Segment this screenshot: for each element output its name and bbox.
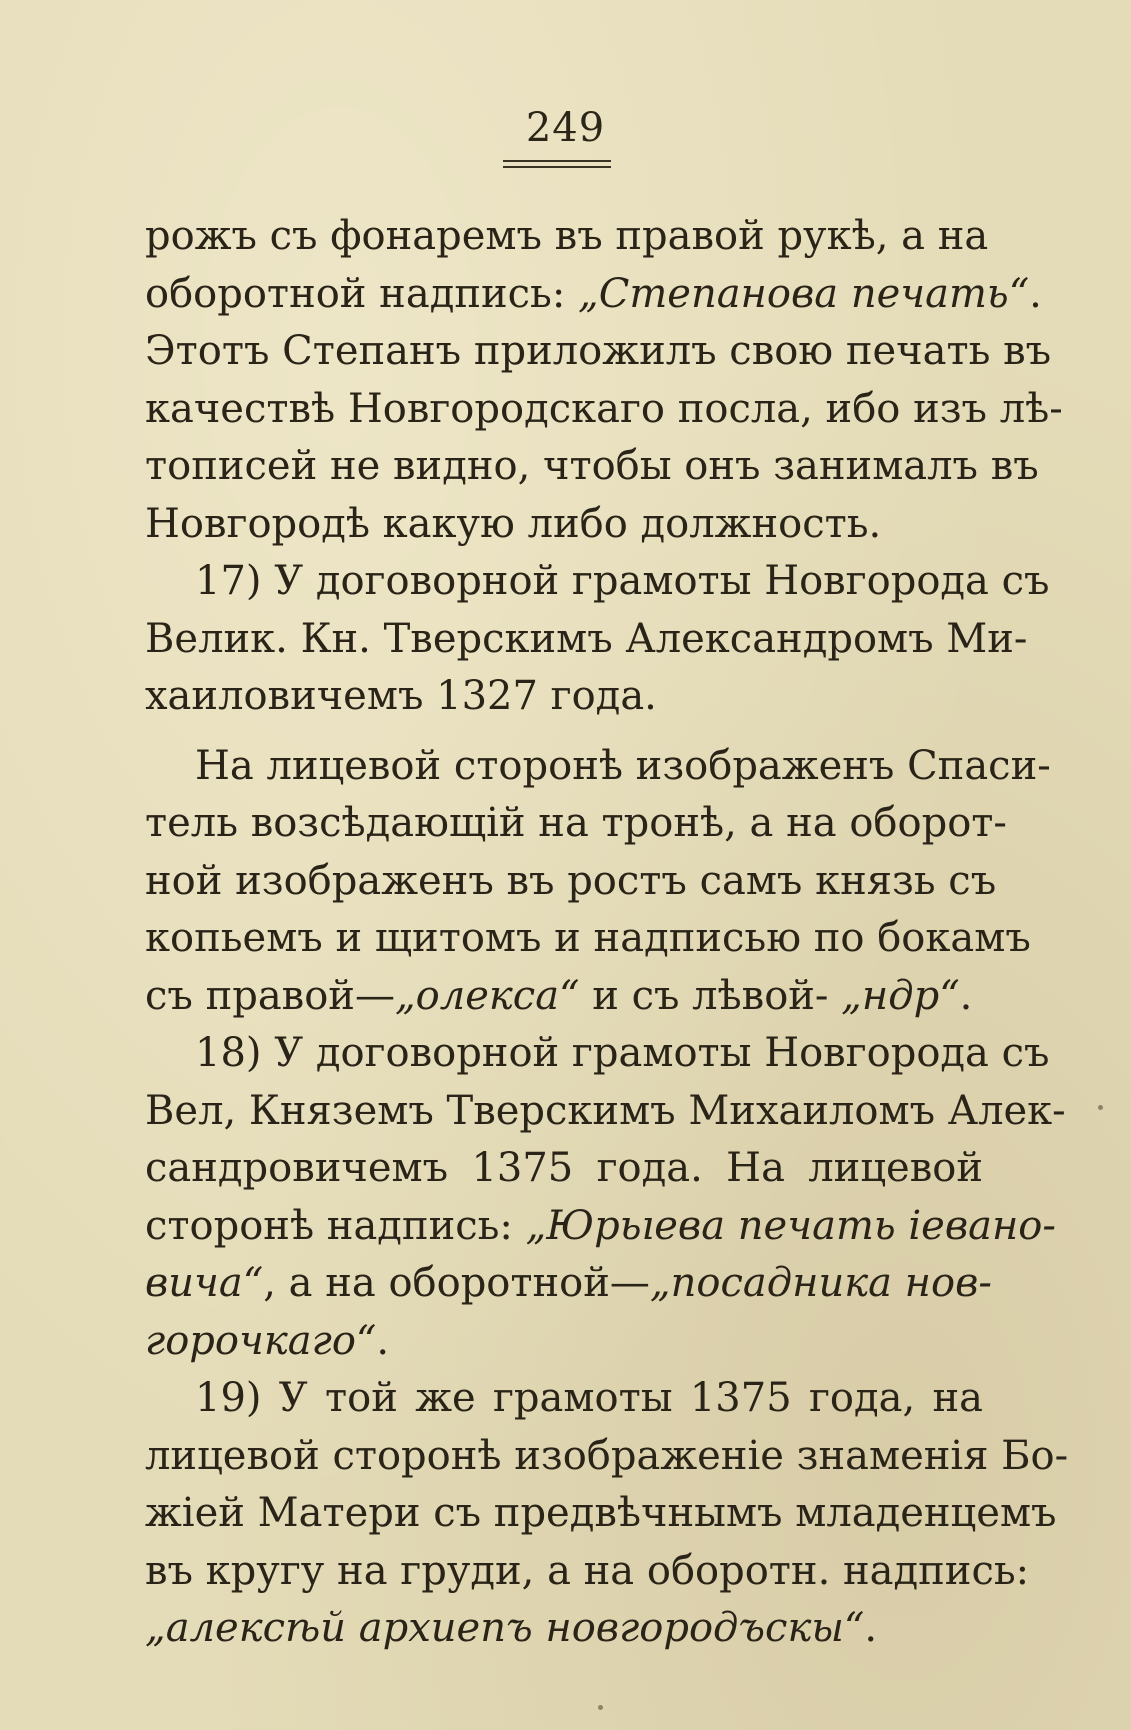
text-run: . bbox=[864, 1605, 878, 1651]
text-run: . bbox=[1029, 270, 1042, 317]
text-line bbox=[145, 1313, 983, 1371]
text-run: и съ лѣвой- bbox=[579, 972, 842, 1019]
text-line bbox=[145, 438, 1039, 496]
text-run: „олекса“ bbox=[394, 972, 580, 1019]
text-run: 18) У договорной грамоты Новгорода съ bbox=[195, 1030, 1050, 1076]
text-run: Новгородѣ какую либо должность. bbox=[145, 500, 882, 547]
text-run: вича“ bbox=[145, 1260, 264, 1306]
text-line bbox=[145, 266, 1042, 324]
page-number: 249 bbox=[525, 105, 606, 151]
text-line bbox=[145, 1428, 1069, 1486]
text-line bbox=[145, 1485, 1057, 1543]
text-line bbox=[145, 1600, 983, 1658]
text-run: 17) У договорной грамоты Новгорода съ bbox=[195, 558, 1050, 604]
text-line bbox=[145, 323, 1052, 381]
text-line bbox=[145, 1198, 1056, 1256]
text-run: „посадника нов- bbox=[649, 1260, 992, 1306]
text-run: сторонѣ надпись: bbox=[145, 1202, 526, 1249]
text-run: Велик. Кн. Тверскимъ Александромъ Ми- bbox=[145, 615, 1028, 662]
text-run: . bbox=[959, 972, 973, 1019]
text-line bbox=[145, 795, 1007, 853]
text-run: Вел, Княземъ Тверскимъ Михаиломъ Алек- bbox=[145, 1087, 1066, 1134]
text-run: копьемъ и щитомъ и надписью по бокамъ bbox=[145, 915, 1031, 961]
text-run: лицевой сторонѣ изображеніе знаменія Бо- bbox=[145, 1432, 1069, 1479]
text-line bbox=[145, 1140, 983, 1198]
text-run: На лицевой сторонѣ изображенъ Спаси- bbox=[195, 742, 1051, 789]
text-line bbox=[145, 1543, 1030, 1601]
header-rule-bottom bbox=[503, 166, 611, 168]
text-line bbox=[145, 1370, 983, 1428]
text-run: тель возсѣдающій на тронѣ, а на оборот- bbox=[145, 800, 1007, 846]
text-run: въ кругу на груди, а на оборотн. надпись: bbox=[145, 1547, 1030, 1594]
text-run: . bbox=[376, 1317, 390, 1364]
text-run: „ндр“ bbox=[841, 972, 960, 1019]
text-line bbox=[145, 1025, 1050, 1083]
text-run: горочкаго“ bbox=[145, 1317, 377, 1364]
text-run: рожъ съ фонаремъ въ правой рукѣ, а на bbox=[145, 213, 989, 259]
text-run: , а на оборотной— bbox=[263, 1260, 650, 1306]
text-line bbox=[145, 611, 1028, 669]
text-run: сандровичемъ 1375 года. На лицевой bbox=[145, 1145, 983, 1191]
body-text bbox=[145, 208, 1069, 1658]
text-line bbox=[145, 968, 983, 1026]
text-line bbox=[145, 496, 983, 554]
text-line bbox=[145, 1255, 992, 1313]
text-line bbox=[145, 853, 997, 911]
text-run: тописей не видно, чтобы онъ занималъ въ bbox=[145, 443, 1039, 489]
paper-speck bbox=[598, 1705, 603, 1710]
text-line bbox=[145, 738, 1051, 796]
text-run: жіей Матери съ предвѣчнымъ младенцемъ bbox=[145, 1490, 1057, 1536]
text-line bbox=[145, 553, 1050, 611]
header-rule-top bbox=[503, 160, 611, 162]
text-run: съ правой— bbox=[145, 972, 395, 1019]
paper-speck bbox=[1098, 1105, 1103, 1110]
text-run: оборотной надпись: bbox=[145, 270, 579, 317]
text-run: 19) У той же грамоты 1375 года, на bbox=[195, 1375, 983, 1421]
text-line bbox=[145, 1083, 1066, 1141]
paragraph-gap bbox=[145, 726, 983, 738]
text-run: „алексѣй архиепъ новгородъскы“ bbox=[145, 1605, 865, 1651]
text-run: ной изображенъ въ ростъ самъ князь съ bbox=[145, 857, 997, 904]
text-run: Этотъ Степанъ приложилъ свою печать въ bbox=[145, 328, 1052, 374]
text-line bbox=[145, 381, 1063, 439]
text-run: „Степанова печать“ bbox=[578, 270, 1030, 317]
text-line bbox=[145, 668, 983, 726]
text-line bbox=[145, 910, 1031, 968]
text-run: „Юрьıева печать іевано- bbox=[525, 1202, 1056, 1249]
text-run: хаиловичемъ 1327 года. bbox=[145, 673, 657, 719]
text-run: качествѣ Новгородскаго посла, ибо изъ лѣ- bbox=[145, 385, 1063, 432]
text-line bbox=[145, 208, 989, 266]
